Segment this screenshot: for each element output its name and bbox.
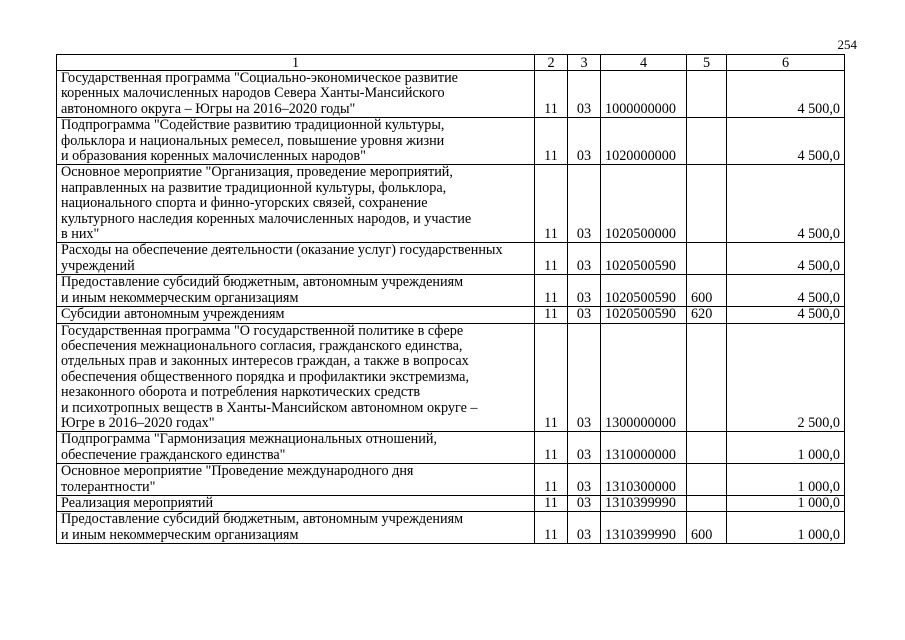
row-name-cell bbox=[57, 512, 535, 544]
row-target-article-cell: 1020500590 bbox=[601, 243, 687, 275]
header-col-amount: 6 bbox=[727, 55, 845, 71]
row-name-cell bbox=[57, 307, 535, 323]
row-name-line: в них" bbox=[61, 226, 100, 243]
row-target-article-cell: 1310000000 bbox=[601, 432, 687, 464]
row-expense-type-cell bbox=[687, 243, 727, 275]
table-row bbox=[57, 165, 845, 243]
row-name-cell bbox=[57, 495, 535, 511]
row-name-line: обеспечения общественного порядка и профилактики экстремизма, bbox=[61, 368, 470, 385]
row-name-line: Югре в 2016–2020 годах" bbox=[61, 414, 215, 431]
row-name-cell bbox=[57, 323, 535, 432]
row-name-cell bbox=[57, 165, 535, 243]
row-name-cell bbox=[57, 432, 535, 464]
row-target-article-cell: 1300000000 bbox=[601, 323, 687, 432]
row-name-line: отдельных прав и законных интересов граждан, а также в вопросах bbox=[61, 353, 469, 370]
table-row bbox=[57, 71, 845, 118]
budget-table bbox=[56, 54, 845, 544]
row-amount-cell: 4 500,0 bbox=[727, 118, 845, 165]
row-name-line: фольклора и национальных ремесел, повышение уровня жизни bbox=[61, 132, 445, 149]
table-row bbox=[57, 432, 845, 464]
table-row bbox=[57, 512, 845, 544]
row-amount-cell: 4 500,0 bbox=[727, 243, 845, 275]
row-expense-type-cell: 600 bbox=[687, 512, 727, 544]
page-number: 254 bbox=[837, 37, 857, 52]
row-name-line: обеспечение гражданского единства" bbox=[61, 446, 286, 463]
row-name-line: незаконного оборота и потребления наркотических средств bbox=[61, 384, 421, 401]
row-subsection-cell: 03 bbox=[568, 118, 601, 165]
row-amount-cell: 1 000,0 bbox=[727, 464, 845, 496]
row-subsection-cell: 03 bbox=[568, 307, 601, 323]
row-section-cell: 11 bbox=[535, 512, 568, 544]
row-section-cell: 11 bbox=[535, 323, 568, 432]
row-subsection-cell: 03 bbox=[568, 71, 601, 118]
row-name-line: Основное мероприятие "Проведение международного дня bbox=[61, 463, 414, 480]
row-name-cell bbox=[57, 464, 535, 496]
row-section-cell: 11 bbox=[535, 165, 568, 243]
row-expense-type-cell bbox=[687, 432, 727, 464]
row-subsection-cell: 03 bbox=[568, 464, 601, 496]
row-name-line: Расходы на обеспечение деятельности (оказание услуг) государственных bbox=[61, 242, 503, 259]
row-name-line: Реализация мероприятий bbox=[61, 495, 214, 511]
row-amount-cell: 4 500,0 bbox=[727, 275, 845, 307]
row-amount-cell: 4 500,0 bbox=[727, 307, 845, 323]
row-target-article-cell: 1000000000 bbox=[601, 71, 687, 118]
table-row bbox=[57, 323, 845, 432]
table-row bbox=[57, 243, 845, 275]
row-name-line: Подпрограмма "Содействие развитию традиционной культуры, bbox=[61, 117, 445, 134]
row-name-line: Государственная программа "О государственной политике в сфере bbox=[61, 323, 464, 339]
row-section-cell: 11 bbox=[535, 118, 568, 165]
header-row bbox=[57, 55, 845, 71]
row-name-cell bbox=[57, 118, 535, 165]
row-name-line: Подпрограмма "Гармонизация межнациональных отношений, bbox=[61, 431, 437, 448]
row-name-line: Субсидии автономным учреждениям bbox=[61, 306, 285, 323]
row-section-cell: 11 bbox=[535, 495, 568, 511]
row-amount-cell: 4 500,0 bbox=[727, 165, 845, 243]
header-col-subsection: 3 bbox=[568, 55, 601, 71]
table-row bbox=[57, 464, 845, 496]
row-section-cell: 11 bbox=[535, 71, 568, 118]
row-subsection-cell: 03 bbox=[568, 165, 601, 243]
row-section-cell: 11 bbox=[535, 464, 568, 496]
row-expense-type-cell bbox=[687, 464, 727, 496]
row-name-line: автономного округа – Югры на 2016–2020 годы" bbox=[61, 100, 356, 117]
row-amount-cell: 1 000,0 bbox=[727, 432, 845, 464]
row-expense-type-cell bbox=[687, 71, 727, 118]
row-section-cell: 11 bbox=[535, 243, 568, 275]
row-name-line: Предоставление субсидий бюджетным, автономным учреждениям bbox=[61, 511, 464, 528]
row-section-cell: 11 bbox=[535, 432, 568, 464]
row-name-line: национального спорта и финно-угорских связей, сохранение bbox=[61, 195, 428, 212]
row-name-line: Предоставление субсидий бюджетным, автономным учреждениям bbox=[61, 274, 464, 291]
row-amount-cell: 1 000,0 bbox=[727, 495, 845, 511]
row-name-line: обеспечения межнационального согласия, гражданского единства, bbox=[61, 337, 463, 354]
row-name-line: направленных на развитие традиционной культуры, фольклора, bbox=[61, 179, 447, 196]
row-amount-cell: 1 000,0 bbox=[727, 512, 845, 544]
row-subsection-cell: 03 bbox=[568, 275, 601, 307]
row-target-article-cell: 1310399990 bbox=[601, 512, 687, 544]
row-subsection-cell: 03 bbox=[568, 243, 601, 275]
row-subsection-cell: 03 bbox=[568, 512, 601, 544]
row-name-line: толерантности" bbox=[61, 478, 156, 495]
row-name-line: и образования коренных малочисленных народов" bbox=[61, 148, 366, 165]
row-expense-type-cell bbox=[687, 323, 727, 432]
table-row bbox=[57, 307, 845, 323]
row-expense-type-cell bbox=[687, 495, 727, 511]
row-name-line: и иным некоммерческим организациям bbox=[61, 289, 299, 306]
row-expense-type-cell bbox=[687, 165, 727, 243]
row-amount-cell: 4 500,0 bbox=[727, 71, 845, 118]
row-section-cell: 11 bbox=[535, 275, 568, 307]
row-amount-cell: 2 500,0 bbox=[727, 323, 845, 432]
row-name-line: и психотропных веществ в Ханты-Мансийском автономном округе – bbox=[61, 399, 478, 416]
header-col-target-article: 4 bbox=[601, 55, 687, 71]
table-row bbox=[57, 118, 845, 165]
row-target-article-cell: 1310300000 bbox=[601, 464, 687, 496]
row-section-cell: 11 bbox=[535, 307, 568, 323]
row-name-line: коренных малочисленных народов Севера Ханты-Мансийского bbox=[61, 85, 445, 102]
row-subsection-cell: 03 bbox=[568, 323, 601, 432]
row-target-article-cell: 1020500000 bbox=[601, 165, 687, 243]
row-name-cell bbox=[57, 275, 535, 307]
row-name-cell bbox=[57, 243, 535, 275]
table-body bbox=[57, 71, 845, 544]
row-name-line: культурного наследия коренных малочисленных народов, и участие bbox=[61, 210, 472, 227]
row-target-article-cell: 1020000000 bbox=[601, 118, 687, 165]
row-name-line: Государственная программа "Социально-экономическое развитие bbox=[61, 70, 458, 86]
row-expense-type-cell bbox=[687, 118, 727, 165]
row-name-line: и иным некоммерческим организациям bbox=[61, 526, 299, 543]
row-name-line: Основное мероприятие "Организация, проведение мероприятий, bbox=[61, 164, 453, 181]
row-target-article-cell: 1310399990 bbox=[601, 495, 687, 511]
row-target-article-cell: 1020500590 bbox=[601, 307, 687, 323]
row-expense-type-cell: 620 bbox=[687, 307, 727, 323]
row-target-article-cell: 1020500590 bbox=[601, 275, 687, 307]
row-name-cell bbox=[57, 71, 535, 118]
row-expense-type-cell: 600 bbox=[687, 275, 727, 307]
table-row bbox=[57, 275, 845, 307]
header-col-section: 2 bbox=[535, 55, 568, 71]
table-row bbox=[57, 495, 845, 511]
header-col-name: 1 bbox=[57, 55, 535, 71]
row-subsection-cell: 03 bbox=[568, 432, 601, 464]
row-subsection-cell: 03 bbox=[568, 495, 601, 511]
row-name-line: учреждений bbox=[61, 257, 135, 274]
header-col-expense-type: 5 bbox=[687, 55, 727, 71]
